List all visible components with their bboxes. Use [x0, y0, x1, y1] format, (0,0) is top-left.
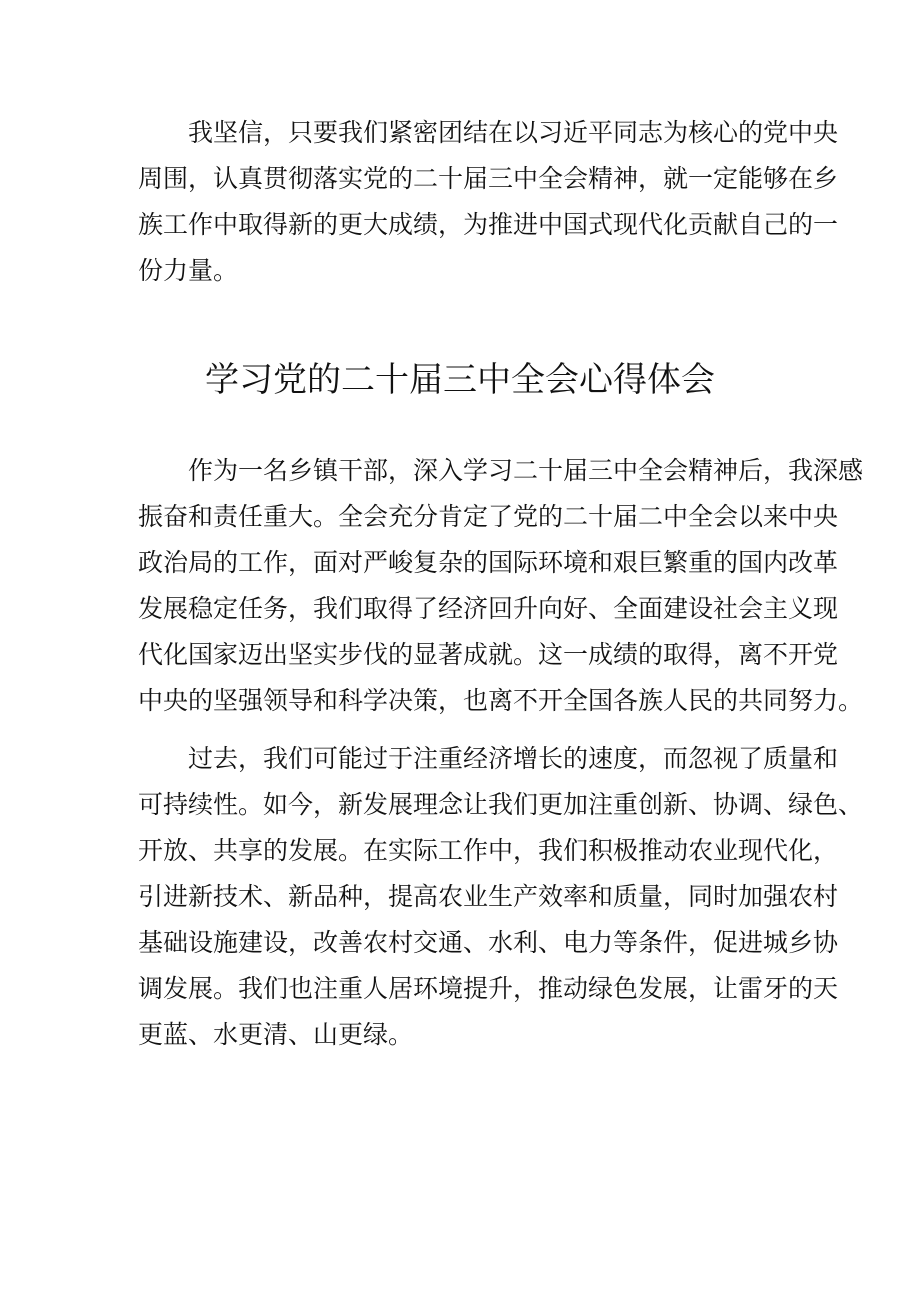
- text-line: 振奋和责任重大。全会充分肯定了党的二十届二中全会以来中央: [138, 502, 839, 531]
- text-line: 政治局的工作，面对严峻复杂的国际环境和艰巨繁重的国内改革: [138, 548, 839, 577]
- text-line: 份力量。: [138, 256, 239, 285]
- intro-paragraph: [138, 110, 839, 294]
- text-line: 代化国家迈出坚实步伐的显著成就。这一成绩的取得，离不开党: [138, 640, 839, 669]
- text-line: 周围，认真贯彻落实党的二十届三中全会精神，就一定能够在乡: [138, 164, 839, 193]
- text-line: 族工作中取得新的更大成绩，为推进中国式现代化贡献自己的一: [138, 210, 839, 239]
- text-line: 我坚信，只要我们紧密团结在以习近平同志为核心的党中央: [138, 118, 839, 147]
- article-title: 学习党的二十届三中全会心得体会: [205, 360, 715, 400]
- text-line: 基础设施建设，改善农村交通、水利、电力等条件，促进城乡协: [138, 928, 839, 957]
- text-line: 作为一名乡镇干部，深入学习二十届三中全会精神后，我深感: [138, 456, 864, 485]
- text-line: 可持续性。如今，新发展理念让我们更加注重创新、协调、绿色、: [138, 790, 864, 819]
- text-line: 引进新技术、新品种，提高农业生产效率和质量，同时加强农村: [138, 882, 839, 911]
- text-line: 开放、共享的发展。在实际工作中，我们积极推动农业现代化，: [138, 836, 839, 865]
- body-paragraph-1: [138, 448, 864, 724]
- body-paragraph-2: [138, 736, 864, 1058]
- text-line: 更蓝、水更清、山更绿。: [138, 1020, 414, 1049]
- text-line: 过去，我们可能过于注重经济增长的速度，而忽视了质量和: [138, 744, 839, 773]
- text-line: 发展稳定任务，我们取得了经济回升向好、全面建设社会主义现: [138, 594, 839, 623]
- text-line: 中央的坚强领导和科学决策，也离不开全国各族人民的共同努力。: [138, 686, 864, 715]
- text-line: 调发展。我们也注重人居环境提升，推动绿色发展，让雷牙的天: [138, 974, 839, 1003]
